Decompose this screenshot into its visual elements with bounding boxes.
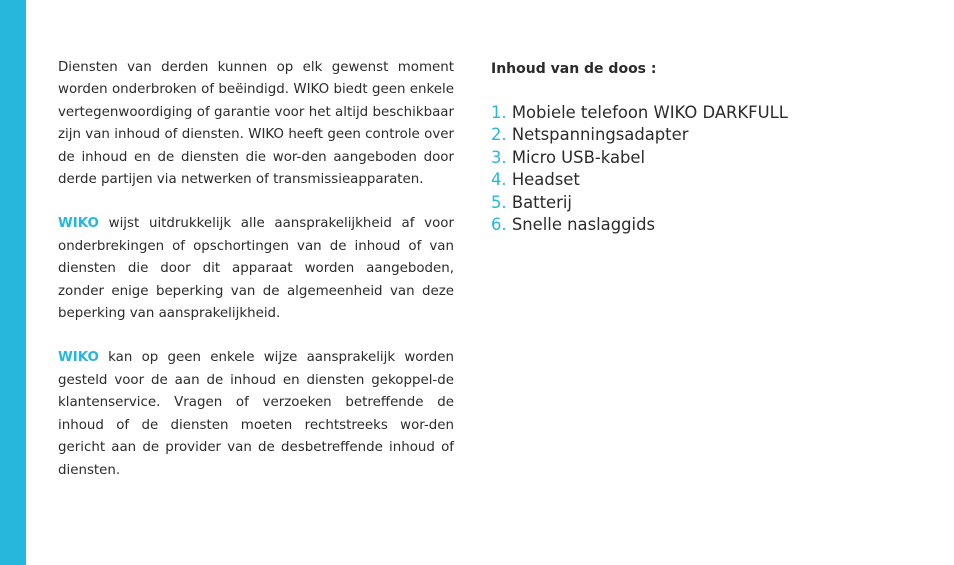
accent-sidebar: [0, 0, 26, 565]
item-number: 5.: [491, 192, 507, 212]
item-number: 3.: [491, 147, 507, 167]
item-number: 2.: [491, 125, 507, 145]
box-contents-list: [491, 102, 911, 236]
brand-name: WIKO: [58, 216, 99, 232]
paragraph-third-party-services: Diensten van derden kunnen op elk gewenst moment worden onderbroken of beëindigd. WIKO biedt geen enkele vertegenwoordiging of garantie voor het altijd beschikbaar zijn van inhoud of diensten. WIKO heeft geen controle over de inhoud en de diensten die wor-den aangeboden door derde partijen via netwerken of transmissieapparaten.: [58, 60, 454, 188]
box-contents-title: Inhoud van de doos :: [491, 61, 657, 77]
item-label: Micro USB-kabel: [511, 147, 646, 167]
item-label: Batterij: [511, 192, 572, 212]
paragraph-text: kan op geen enkele wijze aansprakelijk worden gesteld voor de aan de inhoud en diensten gekoppel-de klantenservice. Vragen of verzoeken betreffende de inhoud of de diensten moeten rechtstreeks wor-den gericht aan de provider van de desbetreffende inhoud of diensten.: [58, 350, 454, 478]
disclaimer-column: [58, 57, 454, 504]
list-item: [491, 214, 911, 236]
item-label: Headset: [511, 170, 580, 190]
item-number: 6.: [491, 215, 507, 235]
item-label: Netspanningsadapter: [511, 125, 689, 145]
paragraph-customer-service: [58, 347, 454, 481]
brand-name: WIKO: [58, 350, 99, 366]
item-label: Snelle naslaggids: [511, 215, 656, 235]
item-number: 1.: [491, 103, 507, 122]
box-contents-section: [491, 59, 911, 236]
list-item: [491, 102, 911, 124]
item-number: 4.: [491, 170, 507, 190]
list-item: [491, 124, 911, 146]
list-item: [491, 169, 911, 191]
item-label: Mobiele telefoon WIKO DARKFULL: [511, 103, 788, 122]
paragraph-liability-disclaimer: [58, 213, 454, 325]
paragraph-text: wijst uitdrukkelijk alle aansprakelijkheid af voor onderbrekingen of opschortingen van de inhoud of van diensten die door dit apparaat worden aangeboden, zonder enige beperking van de algemeenheid van deze beperking van aansprakelijkheid.: [58, 216, 454, 322]
list-item: [491, 147, 911, 169]
list-item: [491, 192, 911, 214]
